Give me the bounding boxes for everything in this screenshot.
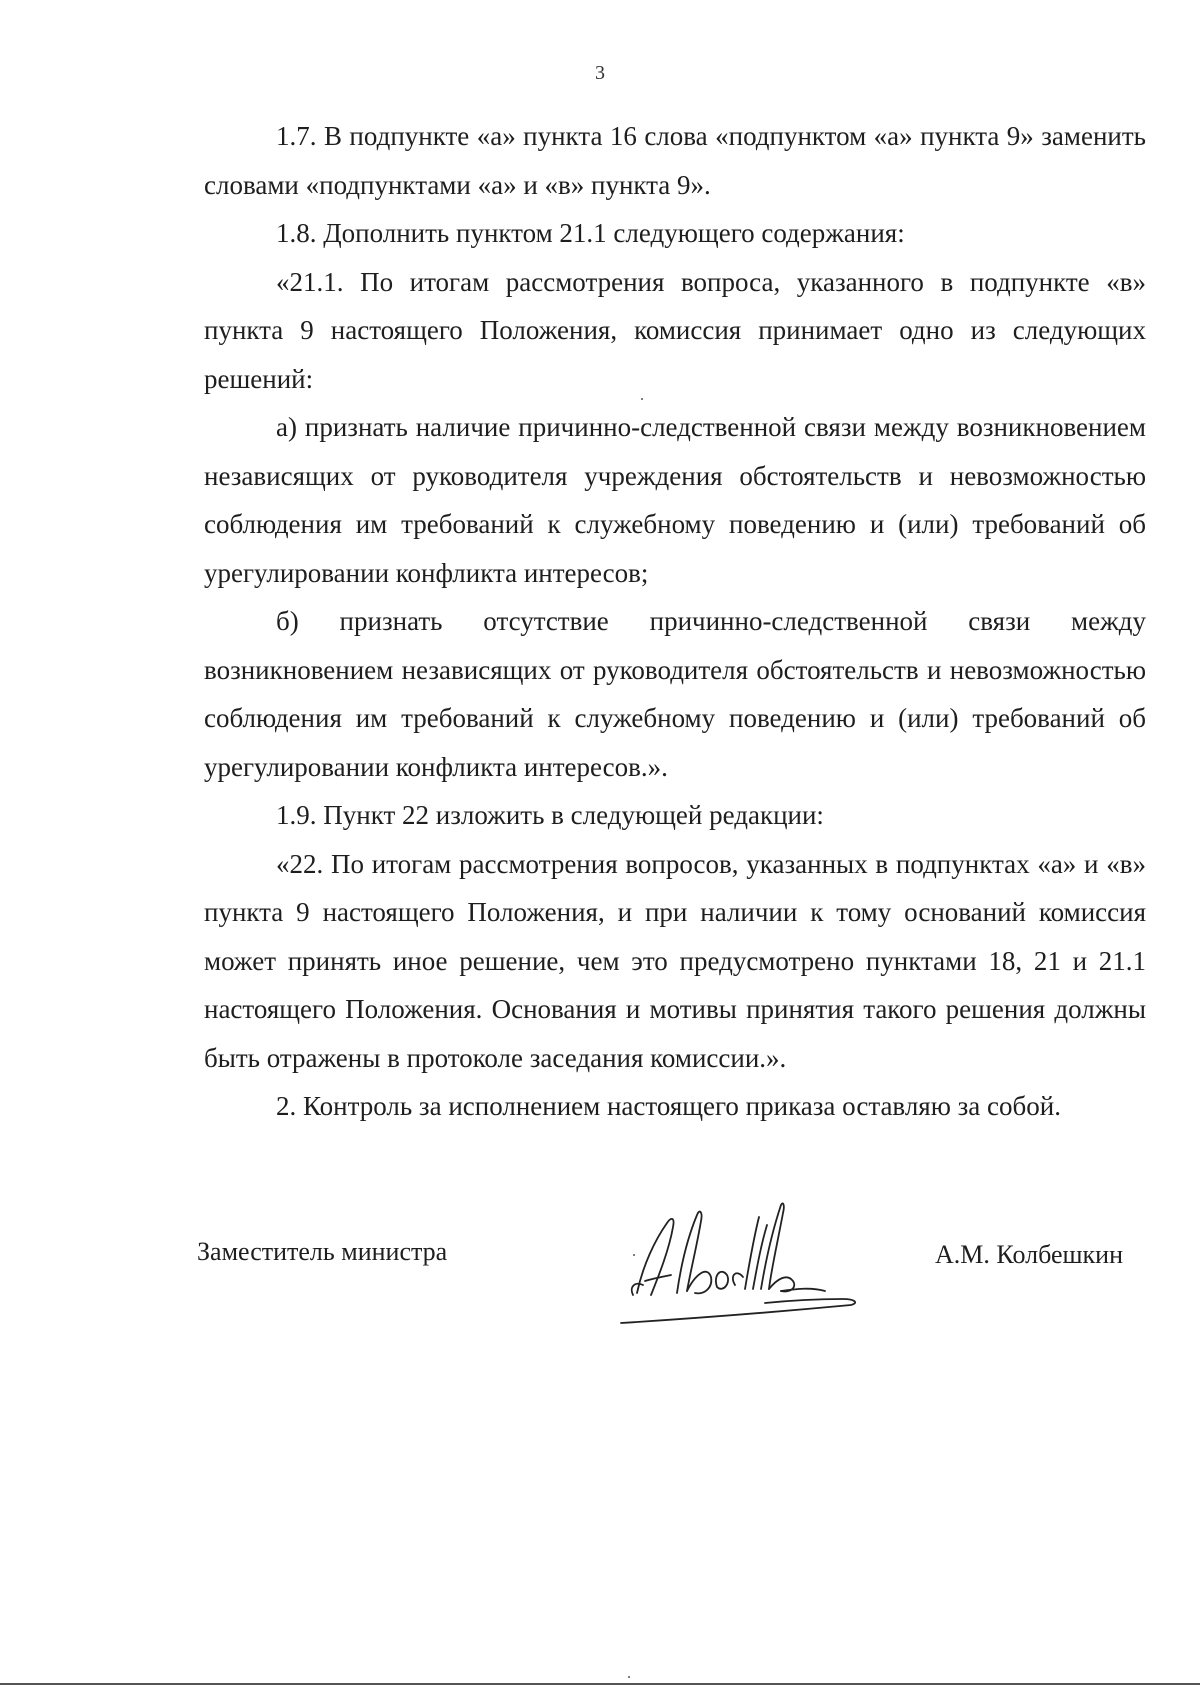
paragraph-21-1-a: а) признать наличие причинно-следственной связи между возникновением независящих от руководителя учреждения обстоятельств и невозможностью соблюдения им требований к служебному поведению и (или) требований об урегулировании конфликта интересов; (204, 412, 1146, 588)
document-body (204, 112, 1146, 1131)
paragraph-1-8: 1.8. Дополнить пунктом 21.1 следующего содержания: (276, 218, 905, 248)
paragraph-21-1-b: б) признать отсутствие причинно-следственной связи между возникновением независящих от руководителя обстоятельств и невозможностью соблюдения им требований к служебному поведению и (или) требований об урегулировании конфликта интересов.». (204, 606, 1146, 782)
paragraph-1-7: 1.7. В подпункте «а» пункта 16 слова «подпунктом «а» пункта 9» заменить словами «подпунктами «а» и «в» пункта 9». (204, 121, 1146, 200)
paragraph-22: «22. По итогам рассмотрения вопросов, указанных в подпунктах «а» и «в» пункта 9 настоящего Положения, и при наличии к тому оснований комиссия может принять иное решение, чем это предусмотрено пунктами 18, 21 и 21.1 настоящего Положения. Основания и мотивы принятия такого решения должны быть отражены в протоколе заседания комиссии.». (204, 848, 1146, 1073)
page-number: 3 (595, 62, 605, 84)
scan-speck (641, 398, 643, 400)
paragraph-2: 2. Контроль за исполнением настоящего приказа оставляю за собой. (276, 1091, 1061, 1121)
paragraph-1-9: 1.9. Пункт 22 изложить в следующей редакции: (276, 800, 824, 830)
scan-speck (633, 1254, 635, 1256)
signature-block (0, 1195, 1200, 1345)
signatory-name: А.М. Колбешкин (935, 1240, 1123, 1269)
scan-speck (628, 1676, 630, 1678)
handwritten-signature (615, 1195, 875, 1335)
signatory-position: Заместитель министра (197, 1237, 448, 1266)
paragraph-21-1: «21.1. По итогам рассмотрения вопроса, указанного в подпункте «в» пункта 9 настоящего Положения, комиссия принимает одно из следующих решений: (204, 266, 1146, 394)
scan-edge-line (0, 1683, 1200, 1685)
